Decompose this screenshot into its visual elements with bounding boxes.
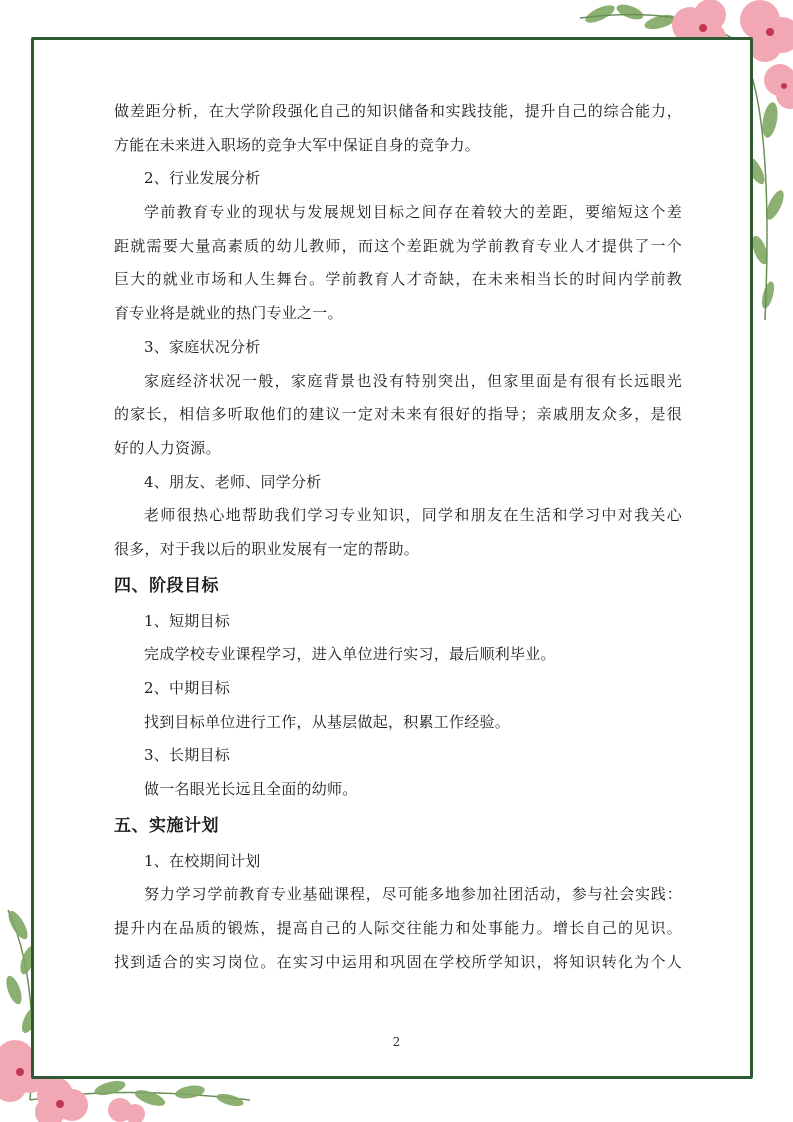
- subheading-line: 做一名眼光长远且全面的幼师。: [144, 780, 358, 799]
- paragraph-last-line: 育专业将是就业的热门专业之一。: [114, 304, 343, 323]
- page-number: 2: [392, 1035, 401, 1049]
- paragraph-first-line: 家庭经济状况一般，家庭背景也没有特别突出，但家里面是有很有长远眼光: [144, 371, 682, 390]
- subheading-line: 找到目标单位进行工作，从基层做起，积累工作经验。: [144, 712, 511, 731]
- paragraph-line: 距就需要大量高素质的幼儿教师，而这个差距就为学前教育专业人才提供了一个: [114, 236, 682, 255]
- section-heading: 五、实施计划: [114, 815, 219, 836]
- paragraph-last-line: 好的人力资源。: [114, 438, 221, 457]
- subheading-line: 2、行业发展分析: [144, 169, 261, 188]
- paragraph-last-line: 很多，对于我以后的职业发展有一定的帮助。: [114, 539, 420, 558]
- paragraph-line: 的家长，相信多听取他们的建议一定对未来有很好的指导；亲戚朋友众多，是很: [114, 405, 682, 424]
- subheading-line: 3、长期目标: [144, 746, 231, 765]
- subheading-line: 1、短期目标: [144, 611, 231, 630]
- paragraph-first-line: 学前教育专业的现状与发展规划目标之间存在着较大的差距，要缩短这个差: [144, 203, 682, 222]
- section-heading: 四、阶段目标: [114, 575, 219, 596]
- paragraph-first-line: 老师很热心地帮助我们学习专业知识，同学和朋友在生活和学习中对我关心: [144, 506, 682, 525]
- paragraph-line: 巨大的就业市场和人生舞台。学前教育人才奇缺，在未来相当长的时间内学前教: [114, 270, 682, 289]
- subheading-line: 1、在校期间计划: [144, 851, 261, 870]
- paragraph-last-line: 方能在未来进入职场的竞争大军中保证自身的竞争力。: [114, 135, 481, 154]
- paragraph-line: 找到适合的实习岗位。在实习中运用和巩固在学校所学知识，将知识转化为个人: [114, 952, 682, 971]
- subheading-line: 3、家庭状况分析: [144, 337, 261, 356]
- subheading-line: 完成学校专业课程学习，进入单位进行实习，最后顺利毕业。: [144, 645, 556, 664]
- subheading-line: 2、中期目标: [144, 679, 231, 697]
- paragraph-first-line: 努力学习学前教育专业基础课程，尽可能多地参加社团活动，参与社会实践：: [144, 885, 682, 904]
- paragraph-line: 做差距分析，在大学阶段强化自己的知识储备和实践技能，提升自己的综合能力，: [114, 102, 682, 120]
- document-body: [114, 95, 682, 980]
- paragraph-line: 提升内在品质的锻炼，提高自己的人际交往能力和处事能力。增长自己的见识。: [114, 919, 682, 938]
- subheading-line: 4、朋友、老师、同学分析: [144, 472, 322, 491]
